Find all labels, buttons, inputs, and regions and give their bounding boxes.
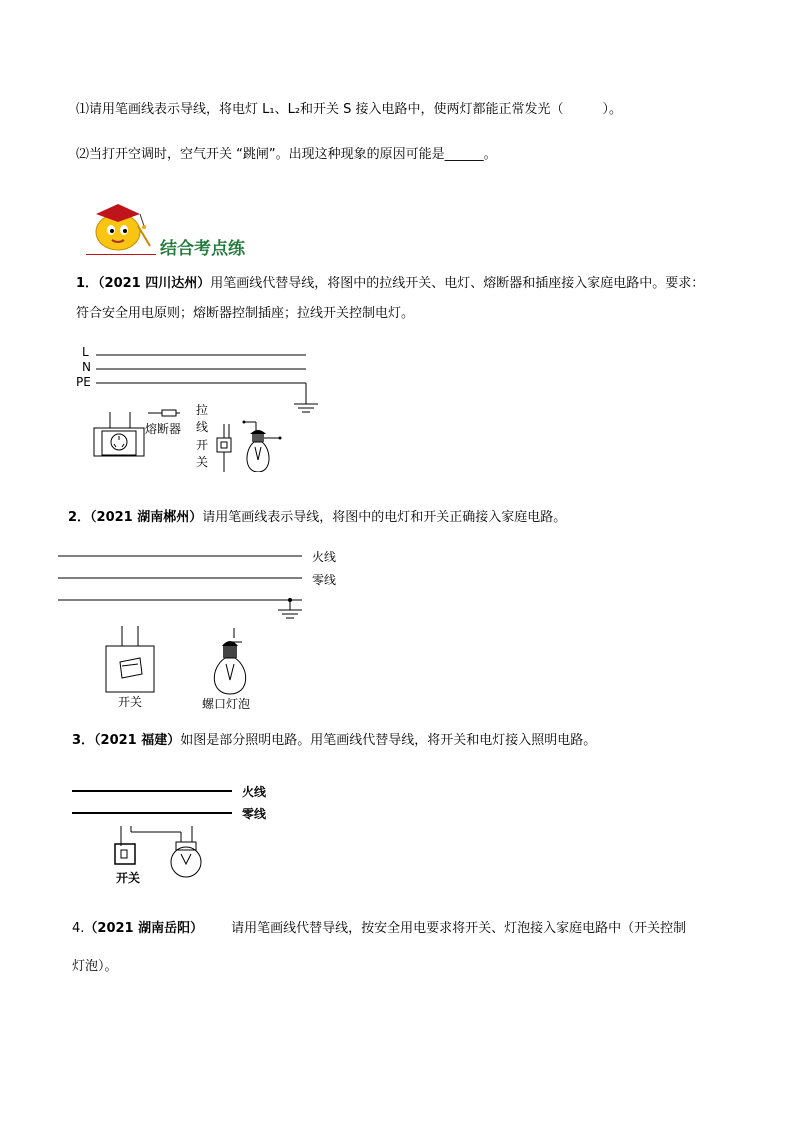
mascot-icon [78,196,158,256]
figure-2-circuit [56,546,356,716]
pull-switch-label-2: 线 [196,420,209,434]
problem-number: 3． [72,733,95,748]
neutral-wire-label: 零线 [312,573,337,587]
problem-text: 如图是部分照明电路。用笔画线代替导线，将开关和电灯接入照明电路。 [180,733,597,748]
switch-label: 开关 [116,871,141,885]
switch-label: 开关 [118,695,143,709]
problem-4-line-2: 灯泡）。 [72,959,118,974]
problem-text: 请用笔画线代替导线，按安全用电要求将开关、灯泡接入家庭电路中（开关控制 [231,921,687,936]
neutral-wire-label: 零线 [242,807,267,821]
problem-number: 1． [76,276,99,291]
sub-question-2: ⑵当打开空调时，空气开关 “跳闸”。出现这种现象的原因可能是______。 [76,147,497,162]
problem-4 [72,919,686,939]
live-wire-label: 火线 [242,785,267,799]
problem-source: （2021 四川达州） [98,276,211,291]
section-title: 结合考点练 [160,239,245,259]
figure-3-circuit [68,776,308,888]
live-wire-label: 火线 [312,550,337,564]
figure-1-circuit [72,342,332,472]
pull-switch-label-1: 拉 [196,403,209,417]
pull-switch-label-4: 关 [196,455,209,469]
line-N-label: N [82,360,91,374]
section-underline [86,254,156,255]
problem-text: 请用笔画线表示导线，将图中的电灯和开关正确接入家庭电路。 [202,510,567,525]
problem-source: （2021 湖南郴州） [90,510,203,525]
problem-2 [68,508,566,528]
problem-text: 用笔画线代替导线，将图中的拉线开关、电灯、熔断器和插座接入家庭电路中。要求： [210,276,705,291]
screw-bulb-label: 螺口灯泡 [202,697,251,711]
problem-3 [72,731,596,751]
fuse-label: 熔断器 [145,422,182,436]
problem-1-line-2: 符合安全用电原则；熔断器控制插座；拉线开关控制电灯。 [76,306,415,321]
sub-question-1: ⑴请用笔画线表示导线，将电灯 L₁、L₂和开关 S 接入电路中，使两灯都能正常发光（ ）。 [76,102,623,117]
line-PE-label: PE [76,375,91,389]
problem-source: （2021 福建） [94,733,181,748]
problem-number: 2． [68,510,91,525]
line-L-label: L [82,345,89,359]
pull-switch-label-3: 开 [196,438,209,452]
problem-1 [76,274,704,294]
problem-source: （2021 湖南岳阳） [84,921,204,936]
problem-number: 4. [72,921,85,936]
